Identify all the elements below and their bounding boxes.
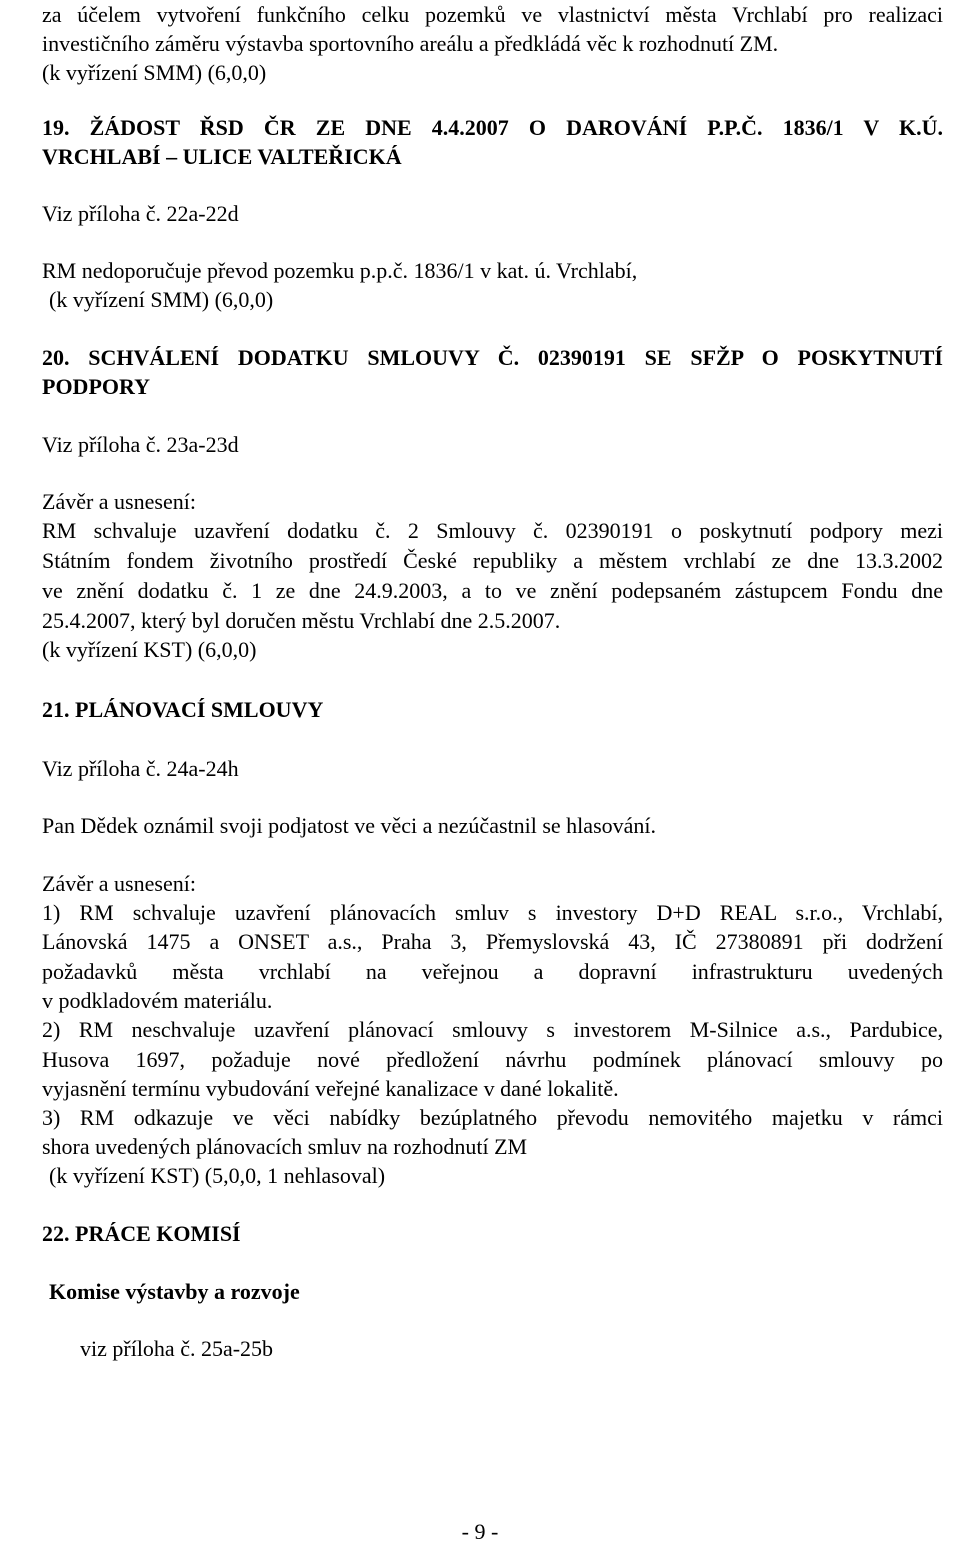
- section-heading-19-cont: VRCHLABÍ – ULICE VALTEŘICKÁ: [42, 144, 402, 169]
- text-line: 3) RM odkazuje ve věci nabídky bezúplatného převodu nemovitého majetku v rámci: [42, 1105, 943, 1130]
- text-line: Husova 1697, požaduje nové předložení návrhu podmínek plánovací smlouvy po: [42, 1047, 943, 1072]
- section-heading-21: 21. PLÁNOVACÍ SMLOUVY: [42, 697, 324, 722]
- text-line: ve znění dodatku č. 1 ze dne 24.9.2003, a to ve znění podepsaném zástupcem Fondu dne: [42, 578, 943, 603]
- section-heading-20: 20. SCHVÁLENÍ DODATKU SMLOUVY Č. 02390191 SE SFŽP O POSKYTNUTÍ: [42, 345, 943, 370]
- text-line: investičního záměru výstavba sportovního areálu a předkládá věc k rozhodnutí ZM.: [42, 31, 779, 56]
- text-line: (k vyřízení SMM) (6,0,0): [42, 60, 267, 85]
- text-line: 1) RM schvaluje uzavření plánovacích smluv s investory D+D REAL s.r.o., Vrchlabí,: [42, 900, 943, 925]
- text-line: shora uvedených plánovacích smluv na rozhodnutí ZM: [42, 1134, 528, 1159]
- text-line: (k vyřízení KST) (5,0,0, 1 nehlasoval): [49, 1163, 386, 1188]
- text-line: 25.4.2007, který byl doručen městu Vrchlabí dne 2.5.2007.: [42, 608, 561, 633]
- text-line: Lánovská 1475 a ONSET a.s., Praha 3, Přemyslovská 43, IČ 27380891 při dodržení: [42, 929, 943, 954]
- text-line: (k vyřízení KST) (6,0,0): [42, 637, 257, 662]
- text-line: za účelem vytvoření funkčního celku pozemků ve vlastnictví města Vrchlabí pro realizaci: [42, 2, 943, 27]
- attachment-reference: Viz příloha č. 24a-24h: [42, 756, 239, 781]
- section-heading-22: 22. PRÁCE KOMISÍ: [42, 1221, 241, 1246]
- text-line: 2) RM neschvaluje uzavření plánovací smlouvy s investorem M-Silnice a.s., Pardubice,: [42, 1017, 943, 1042]
- attachment-reference: viz příloha č. 25a-25b: [80, 1336, 274, 1361]
- text-line: v podkladovém materiálu.: [42, 988, 273, 1013]
- subsection-heading: Komise výstavby a rozvoje: [49, 1279, 300, 1304]
- section-heading-19: 19. ŽÁDOST ŘSD ČR ZE DNE 4.4.2007 O DAROVÁNÍ P.P.Č. 1836/1 V K.Ú.: [42, 115, 943, 140]
- conclusion-label: Závěr a usnesení:: [42, 489, 196, 514]
- text-line: (k vyřízení SMM) (6,0,0): [49, 287, 274, 312]
- text-line: požadavků města vrchlabí na veřejnou a dopravní infrastrukturu uvedených: [42, 959, 943, 984]
- text-line: RM nedoporučuje převod pozemku p.p.č. 1836/1 v kat. ú. Vrchlabí,: [42, 258, 638, 283]
- text-line: vyjasnění termínu vybudování veřejné kanalizace v dané lokalitě.: [42, 1076, 619, 1101]
- conclusion-label: Závěr a usnesení:: [42, 871, 196, 896]
- text-line: Pan Dědek oznámil svoji podjatost ve věci a nezúčastnil se hlasování.: [42, 813, 657, 838]
- text-line: RM schvaluje uzavření dodatku č. 2 Smlouvy č. 02390191 o poskytnutí podpory mezi: [42, 518, 943, 543]
- attachment-reference: Viz příloha č. 23a-23d: [42, 432, 239, 457]
- section-heading-20-cont: PODPORY: [42, 374, 150, 399]
- text-line: Státním fondem životního prostředí České republiky a městem vrchlabí ze dne 13.3.2002: [42, 548, 943, 573]
- page-number: - 9 -: [461, 1519, 499, 1544]
- attachment-reference: Viz příloha č. 22a-22d: [42, 201, 239, 226]
